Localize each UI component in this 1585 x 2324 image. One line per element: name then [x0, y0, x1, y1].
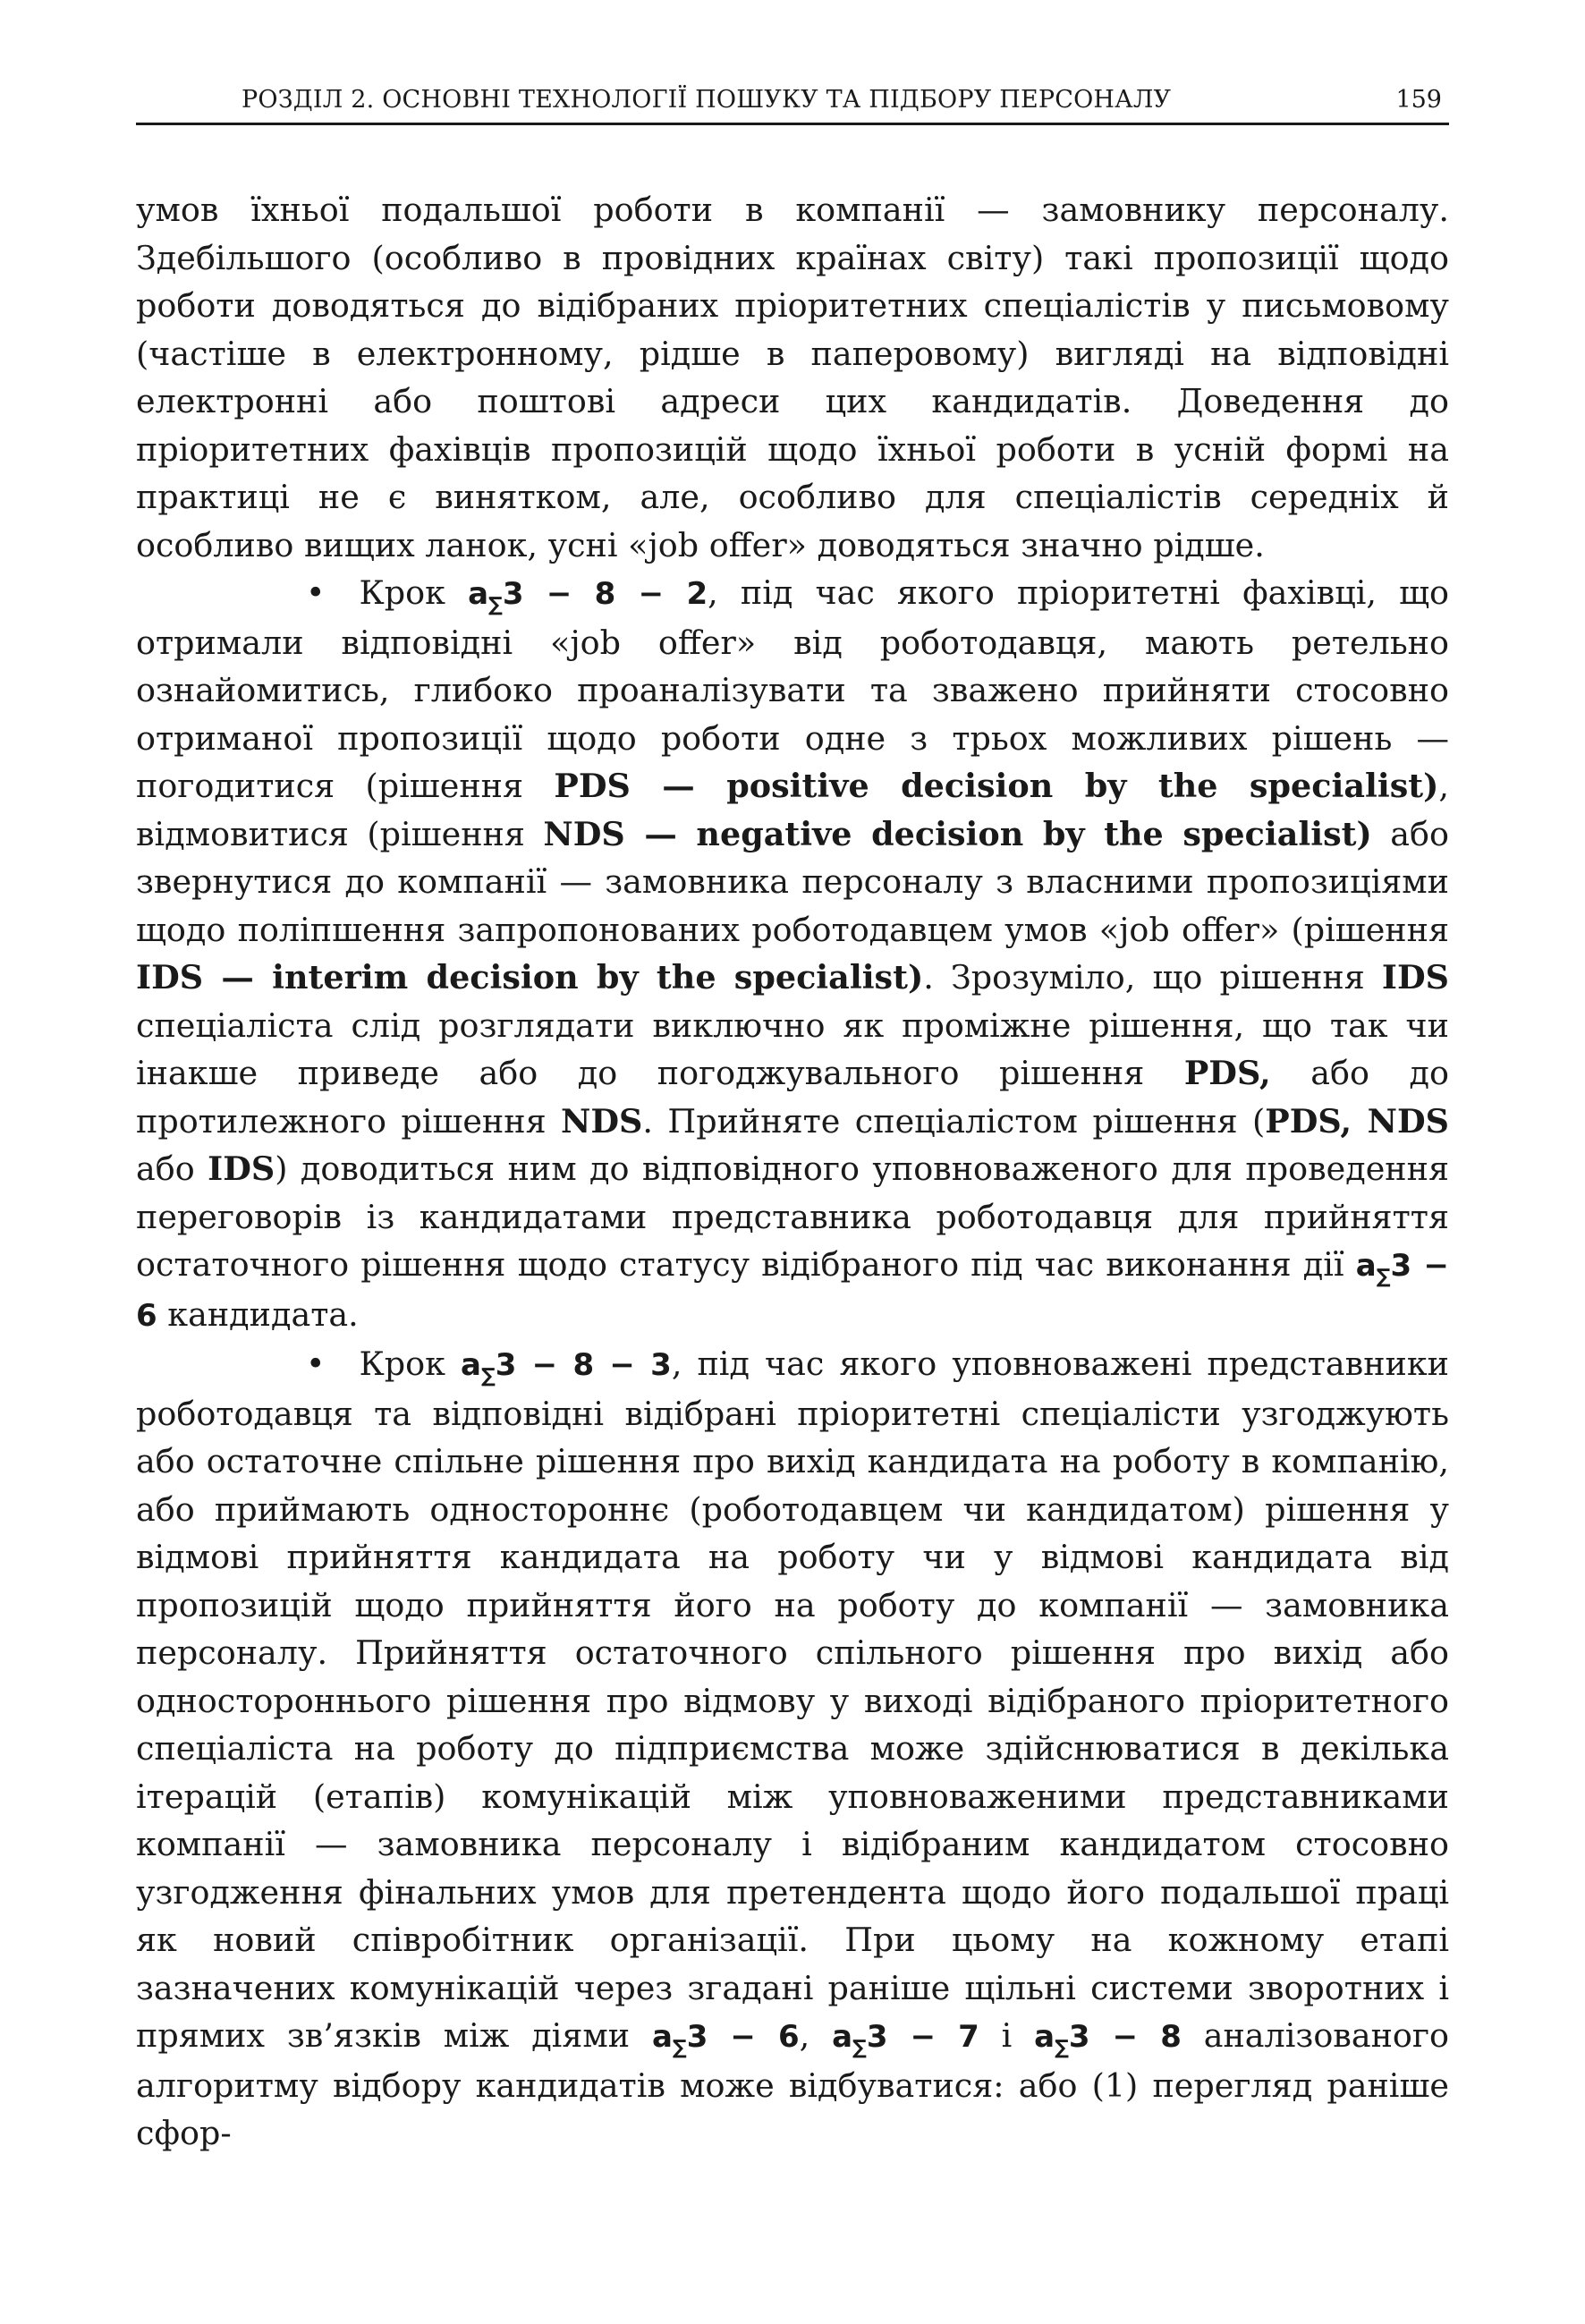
step-formula: $a_\sum 3 - 8 - 3$: [460, 1347, 672, 1387]
bullet-paragraph-step-2: • Крок $a_\sum 3 - 8 - 2$, під час якого пріоритетні фахівці, що отримали відповідні «job offer» від роботодавця, мають ретельно ознайомитись, глибоко проаналізувати та зважено прийняти стосовно отриманої пропозиції щодо роботи одне з трьох можливих рішень — погодитися (рішення PDS — positive decision by the specialist), відмовитися (рішення NDS — negative decision by the specialist) або звернутися до компанії — замовника персоналу з власними пропозиціями щодо поліпшення запропонованих роботодавцем умов «job offer» (рішення IDS — interim decision by the specialist). Зрозуміло, що рішення IDS спеціаліста слід розглядати виключно як проміжне рішення, що так чи інакше приведе або до погоджувального рішення PDS, або до протилежного рішення NDS. Прийняте спеціалістом рішення (PDS, NDS або IDS) доводиться ним до відповідного уповноваженого для проведення переговорів із кандидатами представника роботодавця для прийняття остаточного рішення щодо статусу відібраного під час виконання дії $a_\sum 3 - 6$ кандидата.: [136, 569, 1449, 1340]
chapter-title: РОЗДІЛ 2. ОСНОВНІ ТЕХНОЛОГІЇ ПОШУКУ ТА ПІДБОРУ ПЕРСОНАЛУ: [242, 86, 1172, 114]
step-formula: $a_\sum 3 - 8 - 2$: [468, 576, 708, 616]
action-formula: $a_\sum 3 - 8$: [1034, 2019, 1182, 2059]
paragraph-1: умов їхньої подальшої роботи в компанії — замовнику персоналу. Здебільшого (особливо в провідних країнах світу) такі пропозиції щодо роботи доводяться до відібраних пріоритетних спеціалістів у письмовому (частіше в електронному, рідше в паперовому) вигляді на відповідні електронні або поштові адреси цих кандидатів. Доведення до пріоритетних фахівців пропозицій щодо їхньої роботи в усній формі на практиці не є винятком, але, особливо для спеціалістів середніх й особливо вищих ланок, усні «job offer» доводяться значно рідше.: [136, 191, 1449, 564]
bullet-icon: •: [306, 573, 326, 612]
action-formula: $a_\sum 3 - 6$: [136, 1248, 1449, 1334]
action-formula: $a_\sum 3 - 7$: [832, 2019, 979, 2059]
bullet-icon: •: [306, 1344, 326, 1383]
bullet-paragraph-step-3: • Крок $a_\sum 3 - 8 - 3$, під час якого уповноважені представники роботодавця та відповідні відібрані пріоритетні спеціалісти узгоджують або остаточне спільне рішення про вихід кандидата на роботу в компанію, або приймають одностороннє (роботодавцем чи кандидатом) рішення у відмові прийняття кандидата на роботу чи у відмові кандидата від пропозицій щодо прийняття його на роботу до компанії — замовника персоналу. Прийняття остаточного спільного рішення про вихід або одностороннього рішення про відмову у виході відібраного пріоритетного спеціаліста на роботу до підприємства може здійснюватися в декілька ітерацій (етапів) комунікацій між уповноваженими представниками компанії — замовника персоналу і відібраним кандидатом стосовно узгодження фінальних умов для претендента щодо його подальшої праці як новий співробітник організації. При цьому на кожному етапі зазначених комунікацій через згадані раніше щільні системи зворотних і прямих зв’язків між діями $a_\sum 3 - 6$, $a_\sum 3 - 7$ і $a_\sum 3 - 8$ аналізованого алгоритму відбору кандидатів може відбуватися: або (1) перегляд раніше сфор-: [136, 1340, 1449, 2158]
term-nds: NDS — negative decision by the specialist): [543, 814, 1372, 853]
body-text: [136, 186, 1449, 2158]
term-ids: IDS — interim decision by the specialist): [136, 958, 924, 997]
page-number: 159: [1395, 86, 1442, 114]
running-header: [136, 79, 1449, 125]
term-pds: PDS — positive decision by the specialist): [554, 767, 1439, 805]
action-formula: $a_\sum 3 - 6$: [651, 2019, 800, 2059]
